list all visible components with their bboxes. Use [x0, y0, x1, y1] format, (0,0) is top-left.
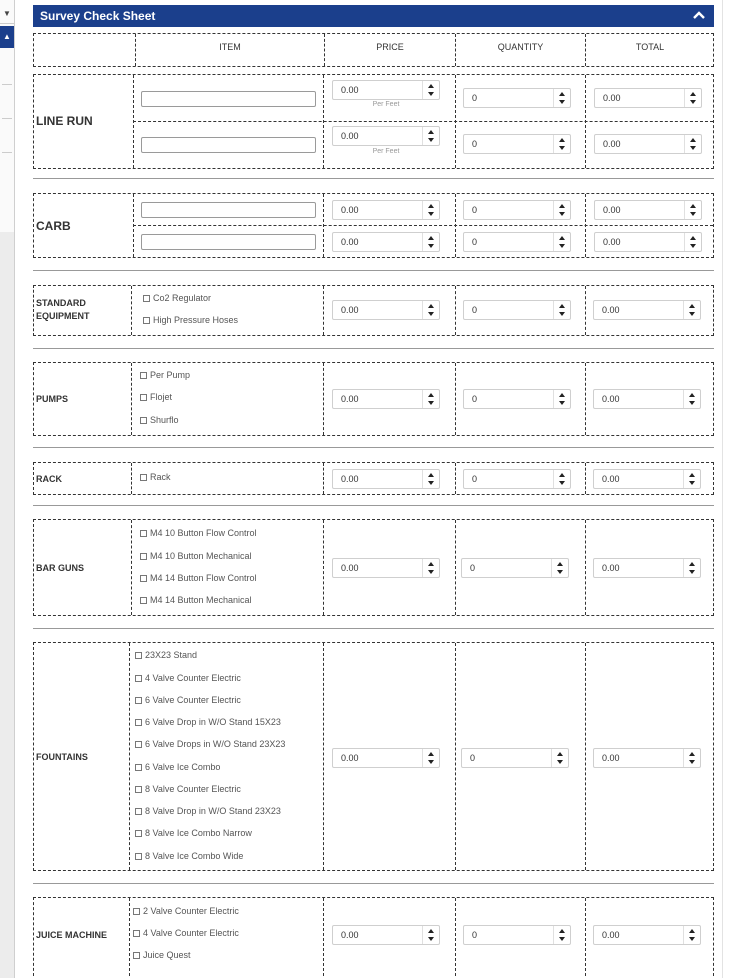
quantity-stepper[interactable]: 0 — [463, 134, 571, 154]
checkbox-per-pump[interactable]: Per Pump — [140, 370, 190, 380]
item-column-header: ITEM — [219, 42, 241, 52]
checkbox-shurflo[interactable]: Shurflo — [140, 415, 179, 425]
collapse-chevron-icon[interactable] — [692, 8, 706, 22]
quantity-column-header: QUANTITY — [497, 42, 544, 52]
price-stepper[interactable]: 0.00 — [332, 80, 440, 100]
price-unit-label: Per Feet — [372, 148, 400, 155]
section-label: FOUNTAINS — [36, 752, 88, 762]
section-label: LINE RUN — [36, 114, 93, 128]
divider — [33, 628, 714, 629]
checkbox-juice-quest[interactable]: Juice Quest — [133, 950, 191, 960]
total-stepper[interactable]: 0.00 — [593, 389, 701, 409]
total-stepper[interactable]: 0.00 — [594, 200, 702, 220]
checkbox-m4-10-flow-control[interactable]: M4 10 Button Flow Control — [140, 528, 257, 538]
section-header[interactable] — [33, 5, 714, 27]
sidebar-strip — [0, 0, 15, 978]
price-stepper[interactable]: 0.00 — [332, 925, 440, 945]
sidebar-fill — [0, 232, 14, 978]
juice-machine-section — [33, 897, 714, 976]
checkbox-8-valve-ice-combo-narrow[interactable]: 8 Valve Ice Combo Narrow — [135, 828, 252, 838]
total-stepper[interactable]: 0.00 — [594, 232, 702, 252]
scroll-up-button[interactable]: ▲ — [0, 26, 14, 48]
divider — [33, 505, 714, 506]
item-input[interactable] — [141, 202, 316, 218]
quantity-stepper[interactable]: 0 — [461, 558, 569, 578]
checkbox-high-pressure-hoses[interactable]: High Pressure Hoses — [143, 315, 238, 325]
price-stepper[interactable]: 0.00 — [332, 232, 440, 252]
section-label: CARB — [36, 219, 71, 233]
section-label: BAR GUNS — [36, 563, 85, 573]
line-run-section — [33, 74, 714, 169]
total-column-header: TOTAL — [635, 42, 665, 52]
checkbox-2-valve-counter-electric[interactable]: 2 Valve Counter Electric — [133, 906, 239, 916]
carb-section — [33, 193, 714, 258]
checkbox-6-valve-ice-combo[interactable]: 6 Valve Ice Combo — [135, 762, 220, 772]
price-stepper[interactable]: 0.00 — [332, 389, 440, 409]
divider — [33, 178, 714, 179]
column-header-row — [33, 33, 714, 67]
checkbox-8-valve-ice-combo-wide[interactable]: 8 Valve Ice Combo Wide — [135, 851, 243, 861]
standard-equipment-section — [33, 285, 714, 336]
price-column-header: PRICE — [376, 42, 404, 52]
checkbox-6-valve-drop-15x23[interactable]: 6 Valve Drop in W/O Stand 15X23 — [135, 717, 281, 727]
quantity-stepper[interactable]: 0 — [463, 88, 571, 108]
total-stepper[interactable]: 0.00 — [593, 558, 701, 578]
price-stepper[interactable]: 0.00 — [332, 126, 440, 146]
fountains-section — [33, 642, 714, 871]
divider — [2, 152, 12, 153]
section-label: RACK — [36, 474, 62, 484]
total-stepper[interactable]: 0.00 — [593, 469, 701, 489]
page-title: Survey Check Sheet — [40, 9, 156, 23]
quantity-stepper[interactable]: 0 — [463, 200, 571, 220]
checkbox-23x23-stand[interactable]: 23X23 Stand — [135, 650, 197, 660]
divider — [33, 270, 714, 271]
quantity-stepper[interactable]: 0 — [463, 469, 571, 489]
total-stepper[interactable]: 0.00 — [594, 88, 702, 108]
bar-guns-section — [33, 519, 714, 616]
total-stepper[interactable]: 0.00 — [594, 134, 702, 154]
quantity-stepper[interactable]: 0 — [463, 925, 571, 945]
checkbox-flojet[interactable]: Flojet — [140, 392, 172, 402]
checkbox-4-valve-counter-electric[interactable]: 4 Valve Counter Electric — [135, 673, 241, 683]
item-input[interactable] — [141, 91, 316, 107]
divider — [33, 883, 714, 884]
price-stepper[interactable]: 0.00 — [332, 300, 440, 320]
checkbox-4-valve-counter-electric[interactable]: 4 Valve Counter Electric — [133, 928, 239, 938]
quantity-stepper[interactable]: 0 — [463, 389, 571, 409]
quantity-stepper[interactable]: 0 — [461, 748, 569, 768]
total-stepper[interactable]: 0.00 — [593, 300, 701, 320]
divider — [33, 447, 714, 448]
quantity-stepper[interactable]: 0 — [463, 300, 571, 320]
price-unit-label: Per Feet — [372, 101, 400, 108]
checkbox-6-valve-drops-23x23[interactable]: 6 Valve Drops in W/O Stand 23X23 — [135, 739, 285, 749]
checkbox-6-valve-counter-electric[interactable]: 6 Valve Counter Electric — [135, 695, 241, 705]
checkbox-m4-14-mechanical[interactable]: M4 14 Button Mechanical — [140, 595, 252, 605]
dropdown-toggle[interactable]: ▼ — [0, 4, 14, 24]
checkbox-rack[interactable]: Rack — [140, 472, 171, 482]
item-input[interactable] — [141, 137, 316, 153]
price-stepper[interactable]: 0.00 — [332, 200, 440, 220]
scroll-rail[interactable] — [722, 0, 753, 978]
section-label: PUMPS — [36, 394, 69, 404]
divider — [2, 84, 12, 85]
price-stepper[interactable]: 0.00 — [332, 748, 440, 768]
price-stepper[interactable]: 0.00 — [332, 469, 440, 489]
checkbox-8-valve-counter-electric[interactable]: 8 Valve Counter Electric — [135, 784, 241, 794]
total-stepper[interactable]: 0.00 — [593, 748, 701, 768]
total-stepper[interactable]: 0.00 — [593, 925, 701, 945]
checkbox-8-valve-drop-23x23[interactable]: 8 Valve Drop in W/O Stand 23X23 — [135, 806, 281, 816]
price-stepper[interactable]: 0.00 — [332, 558, 440, 578]
checkbox-co2-regulator[interactable]: Co2 Regulator — [143, 293, 211, 303]
checkbox-m4-14-flow-control[interactable]: M4 14 Button Flow Control — [140, 573, 257, 583]
checkbox-m4-10-mechanical[interactable]: M4 10 Button Mechanical — [140, 551, 252, 561]
quantity-stepper[interactable]: 0 — [463, 232, 571, 252]
item-input[interactable] — [141, 234, 316, 250]
divider — [33, 348, 714, 349]
pumps-section — [33, 362, 714, 436]
section-label: JUICE MACHINE — [36, 930, 108, 940]
rack-section — [33, 462, 714, 495]
section-label: STANDARD EQUIPMENT — [36, 298, 90, 321]
divider — [2, 118, 12, 119]
